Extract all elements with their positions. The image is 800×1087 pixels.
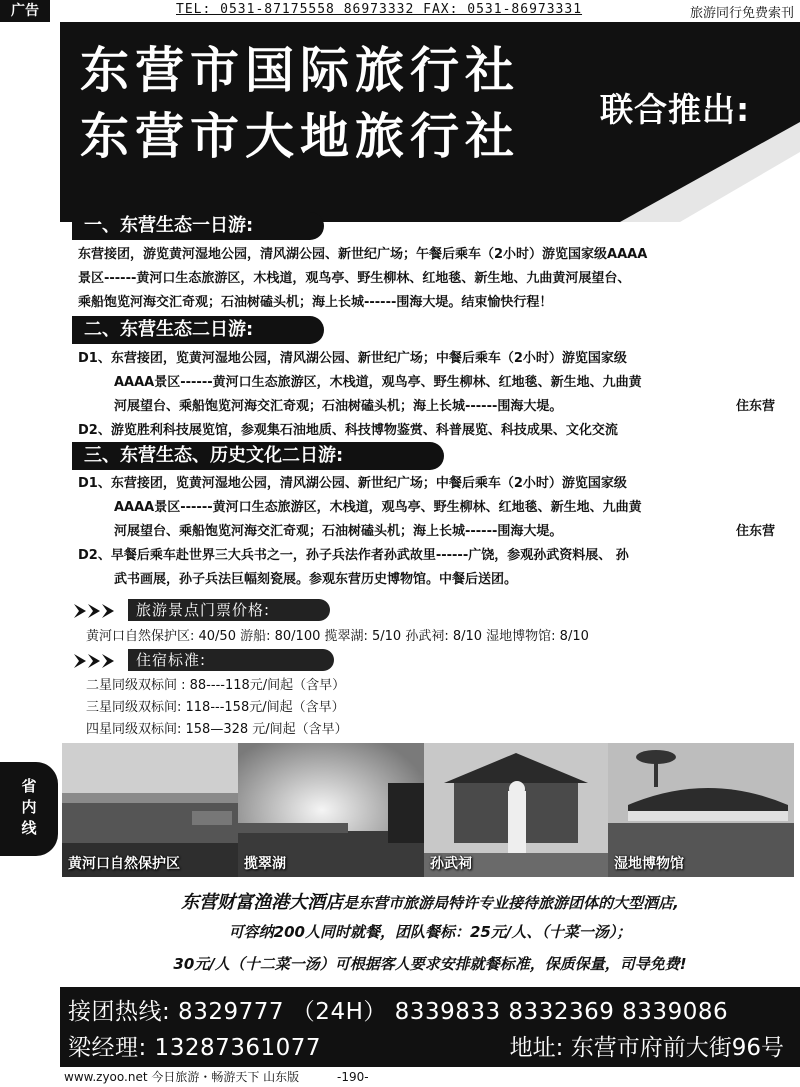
contact-line: TEL: 0531-87175558 86973332 FAX: 0531-86973331 [176,2,583,17]
section-3-line: D2、早餐后乘车赴世界三大兵书之一，孙子兵法作者孙武故里------广饶，参观孙武资料展、 孙 [78,548,629,563]
free-index-note: 旅游同行免费索刊 [689,6,794,21]
hotel-line-2: 可容纳200人同时就餐，团队餐标：25元/人、（十菜一汤）； [228,923,632,941]
photo-yellow-river-reserve [62,743,238,877]
address: 地址: 东营市府前大街96号 [509,1035,784,1061]
section-3-stay: 住东营 [736,524,776,539]
hotline-panel [60,987,800,1067]
hotline-numbers: 接团热线: 8329777 （24H） 8339833 8332369 8339086 [68,999,729,1025]
company-name-2: 东营市大地旅行社 [80,108,521,165]
photo-sunwu-temple [424,743,608,877]
lodging-line: 二星同级双标间 : 88----118元/间起（含早） [86,678,346,693]
side-tab-char: 线 [21,819,37,837]
joint-launch-label: 联合推出: [600,90,751,129]
photo-wetland-museum [608,743,794,877]
section-3-line: 河展望台、乘船饱览河海交汇奇观；石油树磕头机；海上长城------围海大堤。 [114,524,563,539]
lodging-title: 住宿标准: [128,649,334,671]
photo-caption: 黄河口自然保护区 [68,856,180,872]
hotel-line-1 [60,888,800,914]
section-title-1: 一、东营生态一日游: [72,212,324,240]
side-tab-char: 省 [21,777,37,795]
photo-caption: 揽翠湖 [244,856,286,872]
section-3-line: D1、东营接团，览黄河湿地公园，清风湖公园、新世纪广场；中餐后乘车（2小时）游览国家级 [78,476,627,491]
hotel-name: 东营财富渔港大酒店 [181,892,344,913]
section-2-stay: 住东营 [736,399,776,414]
bottom-footer [64,1068,369,1085]
section-2-line: AAAA景区------黄河口生态旅游区，木栈道，观鸟亭、野生柳林、红地毯、新生地、九曲黄 [114,375,642,390]
section-1-line: 景区------黄河口生态旅游区，木栈道，观鸟亭、野生柳林、红地毯、新生地、九曲黄河展望台、 [78,271,631,286]
section-title-3: 三、东营生态、历史文化二日游: [72,442,444,470]
section-1-line: 乘船饱览河海交汇奇观；石油树磕头机；海上长城------围海大堤。结束愉快行程！ [78,295,553,310]
site-label: www.zyoo.net 今日旅游・畅游天下 山东版 [64,1070,300,1084]
province-route-tab [0,762,58,856]
triple-arrow-icon [72,601,128,621]
side-tab-char: 内 [21,798,37,816]
top-strip [0,0,800,22]
section-2-line: D2、游览胜利科技展览馆，参观集石油地质、科技博物鉴赏、科普展览、科技成果、文化交流 [78,423,618,438]
section-1-line: 东营接团，游览黄河湿地公园，清风湖公园、新世纪广场；午餐后乘车（2小时）游览国家级AAAA [78,247,648,262]
lodging-line: 三星同级双标间: 118---158元/间起（含早） [86,700,345,715]
page-number: -190- [337,1070,369,1084]
hotel-line-3: 30元/人（十二菜一汤）可根据客人要求安排就餐标准，保质保量，司导免费! [173,955,687,973]
section-3-line: AAAA景区------黄河口生态旅游区，木栈道，观鸟亭、野生柳林、红地毯、新生地、九曲黄 [114,500,642,515]
triple-arrow-icon [72,651,128,671]
section-3-line: 武书画展，孙子兵法巨幅刻瓷展。参观东营历史博物馆。中餐后送团。 [114,572,518,587]
photo-caption: 湿地博物馆 [614,856,684,872]
section-2-line: 河展望台、乘船饱览河海交汇奇观；石油树磕头机；海上长城------围海大堤。 [114,399,563,414]
section-title-2: 二、东营生态二日游: [72,316,324,344]
banner [60,22,800,222]
lodging-line: 四星同级双标间: 158—328 元/间起（含早） [86,722,348,737]
section-2-line: D1、东营接团，览黄河湿地公园，清风湖公园、新世纪广场；中餐后乘车（2小时）游览国家级 [78,351,627,366]
ticket-price-line: 黄河口自然保护区: 40/50 游船: 80/100 揽翠湖: 5/10 孙武祠: 8/10 湿地博物馆: 8/10 [86,629,589,644]
company-name-1: 东营市国际旅行社 [80,42,521,99]
manager-contact: 梁经理: 13287361077 [68,1035,322,1061]
hotel-line-1-text: 是东营市旅游局特许专业接待旅游团体的大型酒店, [343,894,679,912]
photo-lancui-lake [238,743,424,877]
photo-caption: 孙武祠 [430,856,472,872]
ad-tag: 广告 [0,0,50,22]
ticket-price-title: 旅游景点门票价格: [128,599,330,621]
